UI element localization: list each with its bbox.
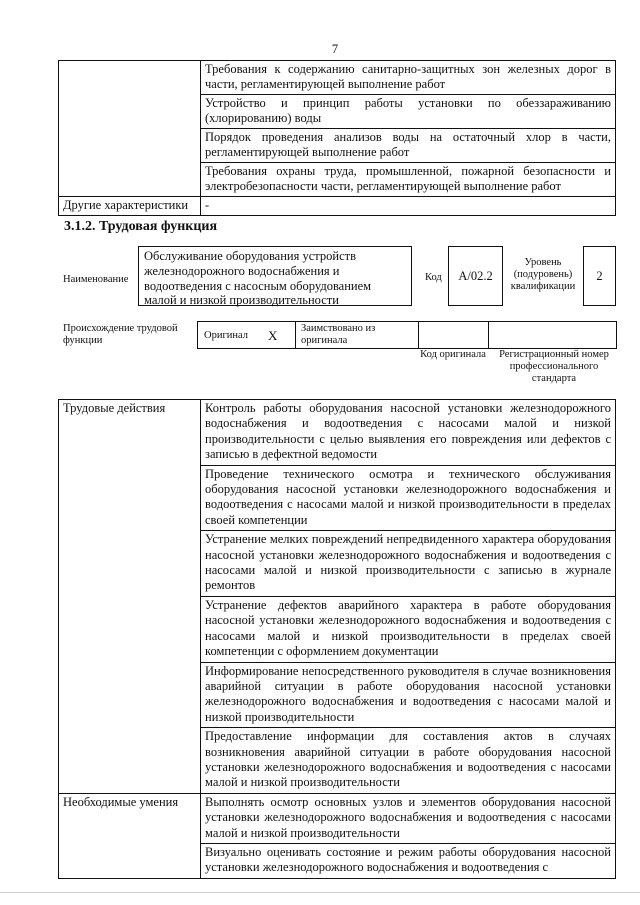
code-caption: Код оригинала xyxy=(420,349,486,360)
table-row xyxy=(59,61,616,95)
table-row xyxy=(59,400,616,466)
level-label: Уровень (подуровень) квалификации xyxy=(510,257,576,292)
table-cell: Проведение технического осмотра и технического обслуживания оборудования насосной установки железнодорожного водоснабжения и водоотведения с насосами малой и низкой производительности в пределах своей компетенции xyxy=(201,465,616,531)
function-code-box: A/02.2 xyxy=(448,246,503,306)
registration-caption: Регистрационный номер профессионального стандарта xyxy=(499,349,609,384)
borrowed-label: Заимствовано из оригинала xyxy=(301,323,376,346)
other-characteristics-label: Другие характеристики xyxy=(59,197,201,216)
table-cell: Визуально оценивать состояние и режим работы оборудования насосной установки железнодорожного водоснабжения и водоотведения с xyxy=(201,843,616,878)
table-cell: Контроль работы оборудования насосной установки железнодорожного водоснабжения и водоотведения с насосами малой и низкой производительности с целью выявления его повреждения или дефектов с записью в дефектной ведомости xyxy=(201,400,616,466)
table-cell: Требования охраны труда, промышленной, пожарной безопасности и электробезопасности части, регламентирующей выполнение работ xyxy=(201,163,616,197)
skills-label: Необходимые умения xyxy=(59,793,201,878)
divider xyxy=(418,321,419,349)
other-characteristics-value: - xyxy=(201,197,616,216)
divider xyxy=(295,321,296,349)
actions-label: Трудовые действия xyxy=(59,400,201,794)
origin-grid xyxy=(197,321,617,349)
empty-label-cell xyxy=(59,61,201,197)
level-value-box: 2 xyxy=(583,246,616,306)
table-cell: Информирование непосредственного руководителя в случае возникновения аварийной ситуации в работе оборудования насосной установки железнодорожного водоснабжения и водоотведения с насосами малой и низкой производительности xyxy=(201,662,616,728)
table-cell: Предоставление информации для составления актов в случаях возникновения аварийной ситуации в работе оборудования насосной установки железнодорожного водоснабжения и водоотведения с насосами малой и низкой производительности xyxy=(201,728,616,794)
original-label: Оригинал xyxy=(204,330,248,341)
table-cell: Устранение мелких повреждений непредвиденного характера оборудования насосной установки железнодорожного водоснабжения и водоотведения с насосами малой и низкой производительности с записью в журнале ремонтов xyxy=(201,531,616,597)
function-name-box: Обслуживание оборудования устройств железнодорожного водоснабжения и водоотведения с насосным оборудованием малой и низкой производительности xyxy=(138,246,412,306)
table-row xyxy=(59,197,616,216)
page-bottom-edge xyxy=(0,892,640,893)
function-details-table xyxy=(58,399,616,879)
table-cell: Порядок проведения анализов воды на остаточный хлор в части, регламентирующей выполнение работ xyxy=(201,129,616,163)
page-number: 7 xyxy=(331,42,339,56)
knowledge-table xyxy=(58,60,616,216)
table-cell: Требования к содержанию санитарно-защитных зон железных дорог в части, регламентирующей выполнение работ xyxy=(201,61,616,95)
table-cell: Устранение дефектов аварийного характера в работе оборудования насосной установки железнодорожного водоснабжения и водоотведения с насосами малой и низкой производительности в пределах своей компетенции с оформлением документации xyxy=(201,596,616,662)
origin-label: Происхождение трудовой функции xyxy=(63,323,178,346)
divider xyxy=(488,321,489,349)
name-label: Наименование xyxy=(63,274,129,285)
table-cell: Устройство и принцип работы установки по обеззараживанию (хлорированию) воды xyxy=(201,95,616,129)
table-cell: Выполнять осмотр основных узлов и элементов оборудования насосной установки железнодорожного водоснабжения и водоотведения с насосами малой и низкой производительности xyxy=(201,793,616,843)
section-title: 3.1.2. Трудовая функция xyxy=(64,219,218,234)
original-mark: X xyxy=(268,328,278,343)
table-row xyxy=(59,793,616,843)
code-label: Код xyxy=(425,272,442,283)
